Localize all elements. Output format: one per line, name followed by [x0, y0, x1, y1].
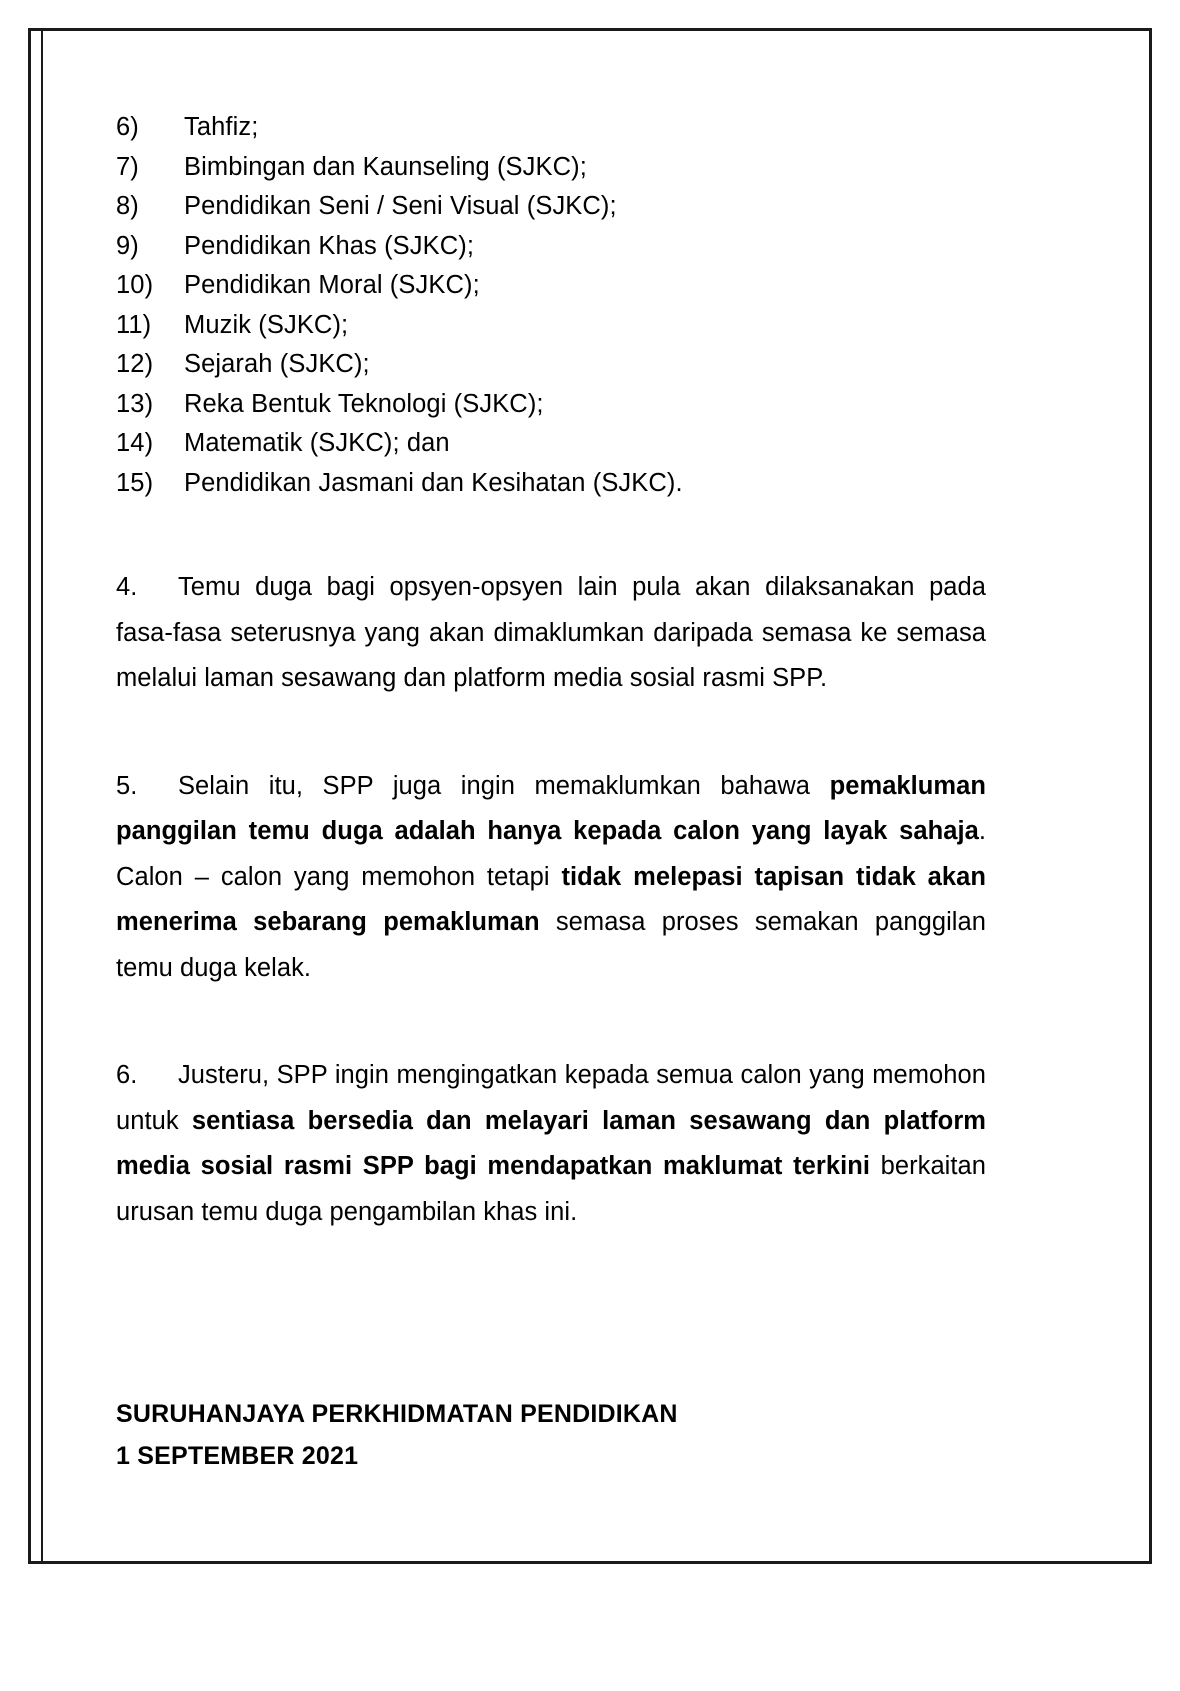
- signature-organisation: SURUHANJAYA PERKHIDMATAN PENDIDIKAN: [116, 1400, 678, 1428]
- paragraph-5-bold-2: tidak melepasi tapisan tidak akan menerima sebarang pemakluman: [116, 862, 987, 936]
- list-item-number: 12): [116, 350, 154, 378]
- paragraph-5-text-part-2: . Calon – calon yang memohon tetapi: [116, 817, 986, 891]
- list-item: [116, 148, 986, 188]
- paragraph-6-bold-1: sentiasa bersedia dan melayari laman sesawang dan platform media sosial rasmi SPP bagi mendapatkan maklumat terkini: [116, 1106, 987, 1180]
- list-item-label: Bimbingan dan Kaunseling (SJKC);: [184, 152, 587, 181]
- paragraph-6: [116, 1053, 986, 1235]
- spacer: [116, 991, 986, 1053]
- list-item: [116, 424, 986, 464]
- list-item-number: 15): [116, 468, 154, 497]
- list-item-number: 9): [116, 231, 139, 260]
- list-item-label: Tahfiz;: [184, 113, 259, 141]
- list-item: [116, 108, 986, 148]
- list-item-number: 11): [116, 310, 152, 339]
- list-item-label: Sejarah (SJKC);: [184, 350, 370, 378]
- list-item-number: 10): [116, 271, 154, 299]
- list-item-number: 14): [116, 429, 154, 457]
- paragraph-6-number: 6.: [116, 1061, 138, 1089]
- document-content: [116, 108, 986, 1477]
- list-item-label: Reka Bentuk Teknologi (SJKC);: [184, 389, 544, 418]
- paragraph-4: [116, 565, 986, 702]
- paragraph-5-bold-1: pemakluman panggilan temu duga adalah hanya kepada calon yang layak sahaja: [116, 771, 986, 845]
- paragraph-4-number: 4.: [116, 573, 138, 601]
- list-item-number: 7): [116, 152, 139, 181]
- list-item: [116, 306, 986, 346]
- paragraph-5-text-part-3: semasa proses semakan panggilan temu duga kelak.: [116, 908, 986, 982]
- signature-date: 1 SEPTEMBER 2021: [116, 1442, 359, 1470]
- list-item-label: Pendidikan Khas (SJKC);: [184, 231, 475, 260]
- spacer: [116, 702, 986, 764]
- list-item: [116, 227, 986, 267]
- list-item: [116, 187, 986, 227]
- list-item-label: Muzik (SJKC);: [184, 310, 349, 339]
- list-item-label: Pendidikan Seni / Seni Visual (SJKC);: [184, 192, 617, 220]
- list-item: [116, 464, 986, 504]
- option-list: [116, 108, 986, 503]
- list-item: [116, 345, 986, 385]
- list-item-label: Pendidikan Jasmani dan Kesihatan (SJKC).: [184, 468, 683, 497]
- list-item-number: 8): [116, 192, 139, 220]
- signature-block: [116, 1393, 986, 1477]
- paragraph-5-text-part-1: Selain itu, SPP juga ingin memaklumkan bahawa: [178, 771, 830, 800]
- list-item: [116, 266, 986, 306]
- list-item-label: Pendidikan Moral (SJKC);: [184, 271, 480, 299]
- paragraph-6-text-part-1: Justeru, SPP ingin mengingatkan kepada semua calon yang memohon untuk: [116, 1061, 986, 1135]
- paragraph-5-number: 5.: [116, 771, 138, 800]
- list-item-number: 13): [116, 389, 154, 418]
- spacer: [116, 503, 986, 565]
- list-item-number: 6): [116, 113, 139, 141]
- list-item: [116, 385, 986, 425]
- paragraph-4-text: Temu duga bagi opsyen-opsyen lain pula akan dilaksanakan pada fasa-fasa seterusnya yang akan dimaklumkan daripada semasa ke semasa melalui laman sesawang dan platform media sosial rasmi SPP.: [116, 573, 986, 692]
- list-item-label: Matematik (SJKC); dan: [184, 429, 450, 457]
- paragraph-6-text-part-2: berkaitan urusan temu duga pengambilan khas ini.: [116, 1152, 986, 1226]
- spacer: [116, 1235, 986, 1393]
- paragraph-5: [116, 764, 986, 992]
